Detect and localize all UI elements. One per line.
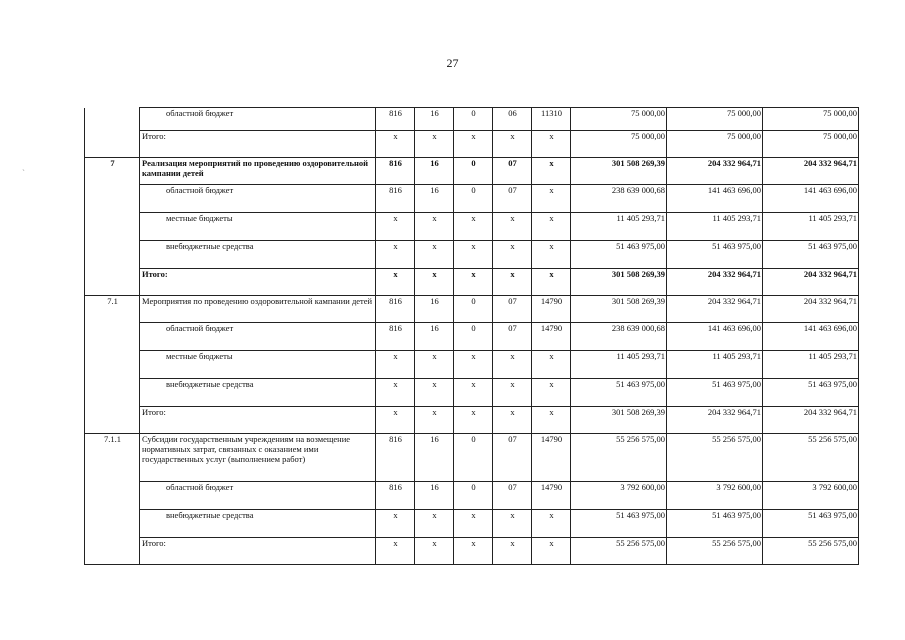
table-row: [85, 213, 859, 241]
amount-cell: 55 256 575,00: [763, 434, 859, 482]
amount-cell: 3 792 600,00: [571, 482, 667, 510]
code-cell: 16: [415, 108, 454, 131]
code-cell: х: [376, 213, 415, 241]
code-cell: 16: [415, 158, 454, 185]
code-cell: х: [454, 538, 493, 565]
row-name-cell: Итого:: [140, 269, 376, 296]
row-name-cell: Итого:: [140, 407, 376, 434]
code-cell: х: [532, 407, 571, 434]
code-cell: х: [415, 379, 454, 407]
table-row: [85, 482, 859, 510]
budget-table: [84, 107, 859, 565]
amount-cell: 51 463 975,00: [763, 379, 859, 407]
amount-cell: 301 508 269,39: [571, 158, 667, 185]
code-cell: 07: [493, 296, 532, 323]
amount-cell: 51 463 975,00: [571, 510, 667, 538]
amount-cell: 55 256 575,00: [763, 538, 859, 565]
code-cell: х: [493, 510, 532, 538]
amount-cell: 11 405 293,71: [667, 213, 763, 241]
amount-cell: 55 256 575,00: [571, 434, 667, 482]
amount-cell: 11 405 293,71: [763, 351, 859, 379]
table-row: [85, 379, 859, 407]
code-cell: х: [493, 351, 532, 379]
row-name-cell: областной бюджет: [140, 108, 376, 131]
row-number-cell: 7.1.1: [85, 434, 140, 482]
row-name-cell: Реализация мероприятий по проведению оздоровительной кампании детей: [140, 158, 376, 185]
code-cell: х: [454, 213, 493, 241]
amount-cell: 11 405 293,71: [667, 351, 763, 379]
code-cell: 0: [454, 158, 493, 185]
amount-cell: 75 000,00: [763, 131, 859, 158]
code-cell: 0: [454, 185, 493, 213]
code-cell: х: [532, 351, 571, 379]
code-cell: х: [415, 538, 454, 565]
table-row: [85, 296, 859, 323]
row-number-cell: [85, 213, 140, 241]
row-number-cell: [85, 241, 140, 269]
amount-cell: 55 256 575,00: [667, 434, 763, 482]
row-number-cell: 7.1: [85, 296, 140, 323]
amount-cell: 51 463 975,00: [763, 510, 859, 538]
code-cell: х: [415, 213, 454, 241]
row-name-cell: Мероприятия по проведению оздоровительной кампании детей: [140, 296, 376, 323]
table-row: [85, 158, 859, 185]
code-cell: х: [454, 379, 493, 407]
code-cell: 07: [493, 185, 532, 213]
row-name-cell: внебюджетные средства: [140, 379, 376, 407]
amount-cell: 51 463 975,00: [667, 510, 763, 538]
code-cell: х: [493, 213, 532, 241]
code-cell: 0: [454, 296, 493, 323]
table-row: [85, 241, 859, 269]
code-cell: х: [493, 379, 532, 407]
page-number: 27: [446, 56, 459, 70]
table-row: [85, 407, 859, 434]
code-cell: х: [532, 213, 571, 241]
code-cell: 16: [415, 434, 454, 482]
code-cell: 816: [376, 185, 415, 213]
code-cell: х: [454, 269, 493, 296]
code-cell: х: [493, 269, 532, 296]
amount-cell: 51 463 975,00: [571, 241, 667, 269]
row-name-cell: областной бюджет: [140, 482, 376, 510]
table-body: [85, 108, 859, 565]
code-cell: 0: [454, 323, 493, 351]
code-cell: х: [532, 158, 571, 185]
code-cell: х: [454, 407, 493, 434]
code-cell: х: [454, 241, 493, 269]
code-cell: 07: [493, 323, 532, 351]
row-name-cell: областной бюджет: [140, 323, 376, 351]
amount-cell: 204 332 964,71: [667, 296, 763, 323]
table-row: [85, 434, 859, 482]
code-cell: х: [376, 538, 415, 565]
code-cell: х: [376, 379, 415, 407]
table-row: [85, 351, 859, 379]
code-cell: 816: [376, 482, 415, 510]
code-cell: 14790: [532, 323, 571, 351]
amount-cell: 204 332 964,71: [667, 269, 763, 296]
amount-cell: 11 405 293,71: [763, 213, 859, 241]
code-cell: х: [415, 241, 454, 269]
code-cell: 16: [415, 185, 454, 213]
amount-cell: 141 463 696,00: [667, 185, 763, 213]
amount-cell: 75 000,00: [763, 108, 859, 131]
code-cell: х: [376, 351, 415, 379]
code-cell: 16: [415, 323, 454, 351]
code-cell: х: [532, 510, 571, 538]
code-cell: х: [376, 269, 415, 296]
code-cell: х: [532, 241, 571, 269]
table-row: [85, 510, 859, 538]
amount-cell: 75 000,00: [667, 108, 763, 131]
code-cell: х: [532, 185, 571, 213]
code-cell: 816: [376, 434, 415, 482]
code-cell: х: [376, 131, 415, 158]
row-name-cell: Субсидии государственным учреждениям на возмещение нормативных затрат, связанных с оказанием ими государственных услуг (выполнением работ): [140, 434, 376, 482]
code-cell: х: [532, 269, 571, 296]
code-cell: х: [454, 131, 493, 158]
amount-cell: 75 000,00: [571, 131, 667, 158]
row-name-cell: областной бюджет: [140, 185, 376, 213]
amount-cell: 3 792 600,00: [763, 482, 859, 510]
row-number-cell: [85, 131, 140, 158]
row-name-cell: местные бюджеты: [140, 351, 376, 379]
amount-cell: 204 332 964,71: [667, 158, 763, 185]
code-cell: 816: [376, 158, 415, 185]
amount-cell: 51 463 975,00: [571, 379, 667, 407]
row-name-cell: Итого:: [140, 131, 376, 158]
amount-cell: 204 332 964,71: [763, 158, 859, 185]
row-number-cell: [85, 108, 140, 131]
row-name-cell: Итого:: [140, 538, 376, 565]
code-cell: 0: [454, 434, 493, 482]
amount-cell: 75 000,00: [571, 108, 667, 131]
amount-cell: 3 792 600,00: [667, 482, 763, 510]
code-cell: х: [493, 131, 532, 158]
amount-cell: 141 463 696,00: [667, 323, 763, 351]
amount-cell: 51 463 975,00: [667, 241, 763, 269]
amount-cell: 204 332 964,71: [763, 407, 859, 434]
amount-cell: 301 508 269,39: [571, 407, 667, 434]
row-number-cell: 7: [85, 158, 140, 185]
amount-cell: 55 256 575,00: [667, 538, 763, 565]
code-cell: 07: [493, 158, 532, 185]
code-cell: х: [415, 510, 454, 538]
code-cell: 14790: [532, 434, 571, 482]
amount-cell: 11 405 293,71: [571, 213, 667, 241]
code-cell: 07: [493, 434, 532, 482]
row-number-cell: [85, 351, 140, 379]
row-number-cell: [85, 185, 140, 213]
table-row: [85, 323, 859, 351]
row-number-cell: [85, 323, 140, 351]
table-row: [85, 131, 859, 158]
code-cell: х: [493, 538, 532, 565]
code-cell: х: [454, 351, 493, 379]
code-cell: 06: [493, 108, 532, 131]
code-cell: 07: [493, 482, 532, 510]
code-cell: х: [532, 131, 571, 158]
row-number-cell: [85, 269, 140, 296]
code-cell: 816: [376, 108, 415, 131]
code-cell: 11310: [532, 108, 571, 131]
amount-cell: 238 639 000,68: [571, 323, 667, 351]
row-name-cell: внебюджетные средства: [140, 510, 376, 538]
amount-cell: 75 000,00: [667, 131, 763, 158]
code-cell: х: [493, 407, 532, 434]
amount-cell: 141 463 696,00: [763, 323, 859, 351]
amount-cell: 51 463 975,00: [667, 379, 763, 407]
amount-cell: 204 332 964,71: [667, 407, 763, 434]
amount-cell: 204 332 964,71: [763, 269, 859, 296]
code-cell: х: [376, 510, 415, 538]
code-cell: х: [532, 538, 571, 565]
table-row: [85, 269, 859, 296]
row-name-cell: внебюджетные средства: [140, 241, 376, 269]
code-cell: 816: [376, 296, 415, 323]
row-name-cell: местные бюджеты: [140, 213, 376, 241]
amount-cell: 204 332 964,71: [763, 296, 859, 323]
row-number-cell: [85, 482, 140, 510]
code-cell: 14790: [532, 482, 571, 510]
amount-cell: 301 508 269,39: [571, 269, 667, 296]
amount-cell: 51 463 975,00: [763, 241, 859, 269]
table-row: [85, 538, 859, 565]
amount-cell: 55 256 575,00: [571, 538, 667, 565]
row-number-cell: [85, 510, 140, 538]
code-cell: 0: [454, 108, 493, 131]
code-cell: 16: [415, 482, 454, 510]
amount-cell: 141 463 696,00: [763, 185, 859, 213]
code-cell: х: [493, 241, 532, 269]
amount-cell: 238 639 000,68: [571, 185, 667, 213]
code-cell: 816: [376, 323, 415, 351]
table-row: [85, 185, 859, 213]
amount-cell: 11 405 293,71: [571, 351, 667, 379]
code-cell: х: [376, 407, 415, 434]
code-cell: 16: [415, 296, 454, 323]
code-cell: 14790: [532, 296, 571, 323]
table-row: [85, 108, 859, 131]
amount-cell: 301 508 269,39: [571, 296, 667, 323]
row-number-cell: [85, 379, 140, 407]
code-cell: х: [532, 379, 571, 407]
code-cell: х: [415, 407, 454, 434]
code-cell: х: [415, 269, 454, 296]
row-number-cell: [85, 407, 140, 434]
code-cell: х: [454, 510, 493, 538]
code-cell: х: [376, 241, 415, 269]
row-number-cell: [85, 538, 140, 565]
scan-mark: `: [22, 168, 25, 178]
code-cell: х: [415, 351, 454, 379]
code-cell: 0: [454, 482, 493, 510]
code-cell: х: [415, 131, 454, 158]
